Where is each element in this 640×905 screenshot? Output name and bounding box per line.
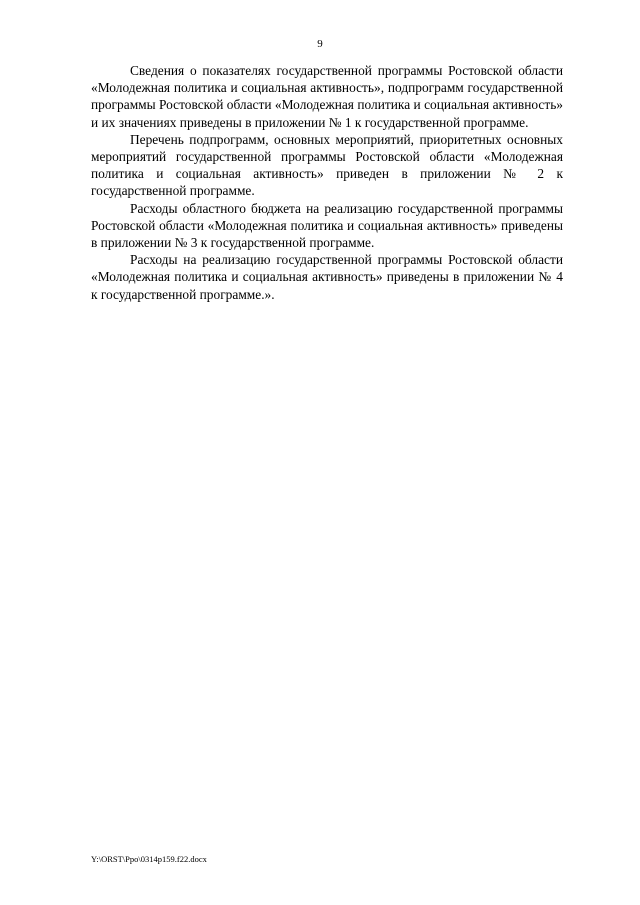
document-body bbox=[91, 62, 563, 303]
paragraph-subprograms-list: Перечень подпрограмм, основных мероприятий, приоритетных основных мероприятий государственной программы Ростовской области «Молодежная политика и социальная активность» приведен в приложении № 2 к государственной программе. bbox=[91, 131, 563, 199]
paragraph-regional-budget-expenses: Расходы областного бюджета на реализацию государственной программы Ростовской области «Молодежная политика и социальная активность» приведены в приложении № 3 к государственной программе. bbox=[91, 200, 563, 251]
page-number: 9 bbox=[317, 38, 323, 50]
paragraph-indicators: Сведения о показателях государственной программы Ростовской области «Молодежная политика и социальная активность», подпрограмм государственной программы Ростовской области «Молодежная политика и социальная активность» и их значениях приведены в приложении № 1 к государственной программе. bbox=[91, 63, 563, 130]
footer-file-path: Y:\ORST\Ppo\0314p159.f22.docx bbox=[91, 854, 207, 864]
paragraph-program-expenses: Расходы на реализацию государственной программы Ростовской области «Молодежная политика и социальная активность» приведены в приложении № 4 к государственной программе.». bbox=[91, 252, 563, 302]
